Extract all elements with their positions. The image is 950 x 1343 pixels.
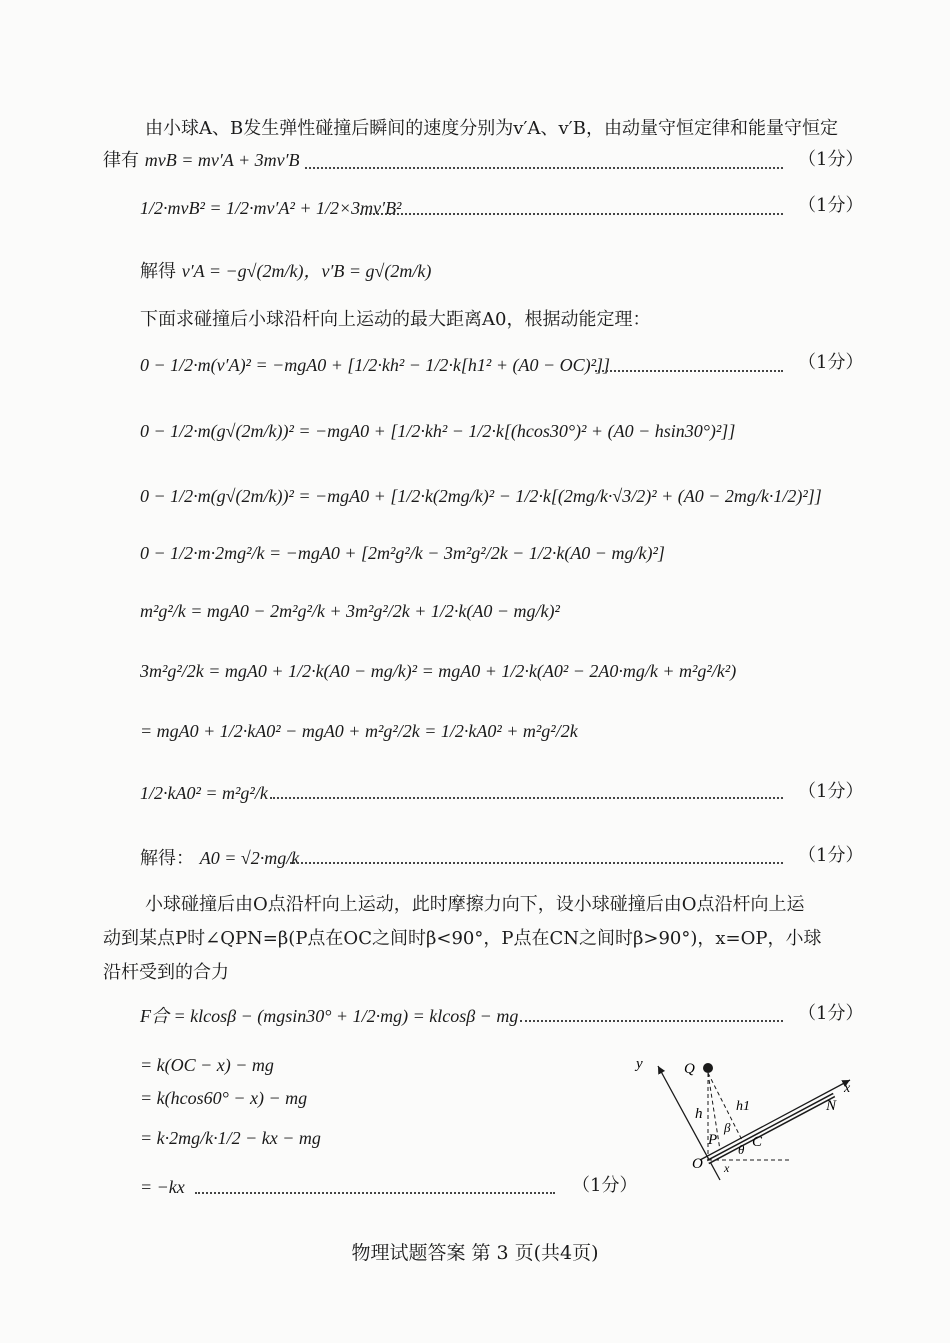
- solve-2-label: 解得：: [140, 848, 194, 869]
- eq-line-8: 1/2·kA0² = m²g²/k: [140, 783, 268, 803]
- score-6: （1分）: [798, 1003, 864, 1024]
- eq-line-2: 0 − 1/2·m(g√(2m/k))² = −mgA0 + [1/2·kh² − 1/2·k[(hcos30°)² + (A0 − hsin30°)²]]: [140, 421, 736, 441]
- score-3: （1分）: [798, 352, 864, 373]
- momentum-equation: mvB = mv′A + 3mv′B: [144, 150, 300, 170]
- label-h1: h1: [736, 1099, 750, 1114]
- eq-line-7: = mgA0 + 1/2·kA0² − mgA0 + m²g²/2k = 1/2·kA0² + m²g²/2k: [140, 721, 578, 741]
- force-step-3: = k·2mg/k·1/2 − kx − mg: [140, 1128, 321, 1148]
- force-step-4: = −kx: [140, 1177, 185, 1197]
- score-2: （1分）: [798, 195, 864, 216]
- label-q: Q: [684, 1061, 695, 1077]
- eq-line-4: 0 − 1/2·m·2mg²/k = −mgA0 + [2m²g²/k − 3m²g²/2k − 1/2·k(A0 − mg/k)²]: [140, 543, 665, 563]
- force-step-2: = k(hcos60° − x) − mg: [140, 1088, 308, 1108]
- max-distance-text: 下面求碰撞后小球沿杆向上运动的最大距离A0，根据动能定理：: [140, 309, 651, 330]
- eq-line-5: m²g²/k = mgA0 − 2m²g²/k + 3m²g²/2k + 1/2·k(A0 − mg/k)²: [140, 601, 560, 621]
- solve-1-label: 解得: [140, 261, 176, 282]
- label-x-axis: x: [844, 1081, 851, 1096]
- leader-dots: [595, 370, 783, 372]
- score-7: （1分）: [572, 1175, 638, 1196]
- leader-dots: [305, 167, 783, 169]
- ball-q: [703, 1063, 713, 1073]
- label-x-small: x: [724, 1161, 730, 1175]
- label-n: N: [826, 1098, 837, 1114]
- label-y: y: [636, 1056, 643, 1072]
- energy-equation: 1/2·mvB² = 1/2·mv′A² + 1/2×3mv′B²: [140, 198, 402, 218]
- label-h: h: [695, 1106, 703, 1122]
- eq-line-1: 0 − 1/2·m(v′A)² = −mgA0 + [1/2·kh² − 1/2·k[h1² + (A0 − OC)²]]: [140, 355, 611, 375]
- eq-line-6: 3m²g²/2k = mgA0 + 1/2·k(A0 − mg/k)² = mgA0 + 1/2·k(A0² − 2A0·mg/k + m²g²/k²): [140, 661, 737, 681]
- leader-dots: [360, 213, 783, 215]
- intro-line-1: 由小球A、B发生弹性碰撞后瞬间的速度分别为v′A、v′B，由动量守恒定律和能量守恒定: [145, 118, 838, 139]
- label-p: P: [708, 1132, 718, 1148]
- solve-1: [140, 258, 431, 285]
- score-4: （1分）: [798, 781, 864, 802]
- score-5: （1分）: [798, 845, 864, 866]
- geometry-diagram: [620, 1040, 860, 1190]
- paragraph-line-3: 沿杆受到的合力: [103, 962, 229, 983]
- intro-line-2: [103, 147, 300, 174]
- solve-1-result: v′A = −g√(2m/k)，v′B = g√(2m/k): [181, 261, 432, 281]
- label-o: O: [692, 1156, 703, 1172]
- paragraph-line-2: 动到某点P时∠QPN=β(P点在OC之间时β<90°，P点在CN之间时β>90°)，x=OP，小球: [103, 928, 822, 949]
- label-beta: β: [724, 1120, 731, 1135]
- label-theta: θ: [738, 1142, 745, 1157]
- leader-dots: [520, 1020, 783, 1022]
- leader-dots: [290, 862, 783, 864]
- solve-2: [140, 845, 299, 872]
- force-step-1: = k(OC − x) − mg: [140, 1055, 274, 1075]
- page-footer: 物理试题答案 第 3 页(共4页): [351, 1242, 599, 1264]
- force-equation: F合 = klcosβ − (mgsin30° + 1/2·mg) = klcosβ − mg: [140, 1006, 519, 1026]
- leader-dots: [195, 1192, 555, 1194]
- eq-line-3: 0 − 1/2·m(g√(2m/k))² = −mgA0 + [1/2·k(2mg/k)² − 1/2·k[(2mg/k·√3/2)² + (A0 − 2mg/k·1/2)²]]: [140, 486, 822, 506]
- x-axis: [700, 1080, 850, 1160]
- paragraph-line-1: 小球碰撞后由O点沿杆向上运动，此时摩擦力向下，设小球碰撞后由O点沿杆向上运: [145, 894, 805, 915]
- solve-2-result: A0 = √2·mg/k: [199, 848, 300, 868]
- leader-dots: [270, 797, 783, 799]
- intro-prefix: 律有: [103, 150, 139, 171]
- label-c: C: [752, 1134, 763, 1150]
- score-1: （1分）: [798, 149, 864, 170]
